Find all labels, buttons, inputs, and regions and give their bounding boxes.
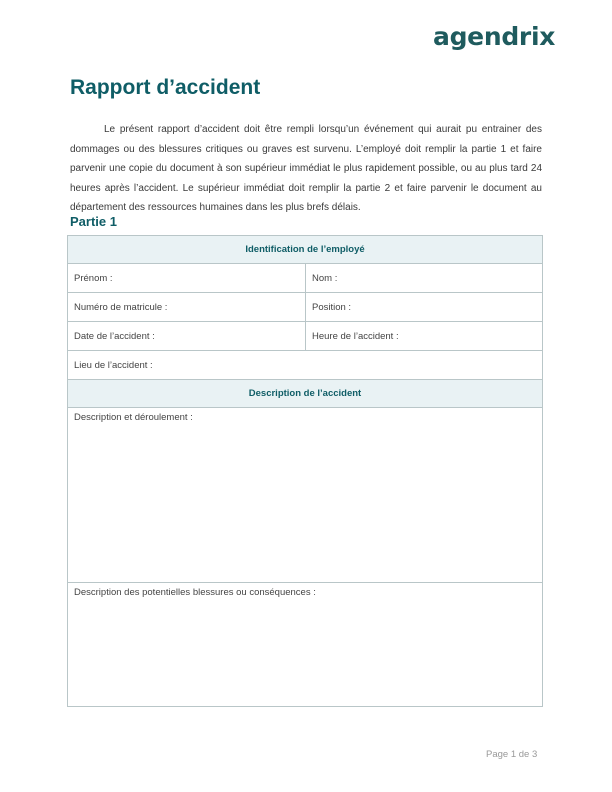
position-label: Position : — [312, 301, 352, 313]
last-name-field[interactable] — [306, 264, 543, 293]
section-header-employee: Identification de l’employé — [68, 236, 543, 264]
description-flow-label: Description et déroulement : — [74, 412, 193, 423]
section-header-description: Description de l’accident — [68, 380, 543, 408]
accident-time-label: Heure de l’accident : — [312, 330, 399, 342]
page-title: Rapport d’accident — [70, 76, 261, 99]
accident-place-label: Lieu de l’accident : — [74, 359, 153, 371]
first-name-field[interactable] — [68, 264, 306, 293]
employee-number-field[interactable] — [68, 293, 306, 322]
accident-date-field[interactable] — [68, 322, 306, 351]
first-name-label: Prénom : — [74, 272, 113, 284]
page-number: Page 1 de 3 — [486, 749, 538, 760]
position-field[interactable] — [306, 293, 543, 322]
accident-place-field[interactable] — [68, 351, 543, 380]
accident-time-field[interactable] — [306, 322, 543, 351]
agendrix-logo: agendrix — [433, 22, 556, 51]
part-heading: Partie 1 — [70, 214, 117, 229]
last-name-label: Nom : — [312, 272, 338, 284]
employee-number-label: Numéro de matricule : — [74, 301, 168, 313]
intro-paragraph: Le présent rapport d’accident doit être rempli lorsqu’un événement qui aurait pu entrainer des dommages ou des blessures critiques ou graves est survenu. L’employé doit remplir la partie 1 et faire parvenir une copie du document à son supérieur immédiat le plus rapidement possible, ou au plus tard 24 heures après l’accident. Le supérieur immédiat doit remplir la partie 2 et faire parvenir le document au département des ressources humaines dans les plus brefs délais. — [70, 124, 542, 213]
description-consequences-label: Description des potentielles blessures ou conséquences : — [74, 587, 316, 598]
accident-date-label: Date de l’accident : — [74, 330, 155, 342]
description-consequences-field[interactable] — [68, 583, 543, 707]
accident-form-table — [67, 235, 543, 707]
description-flow-field[interactable] — [68, 408, 543, 583]
